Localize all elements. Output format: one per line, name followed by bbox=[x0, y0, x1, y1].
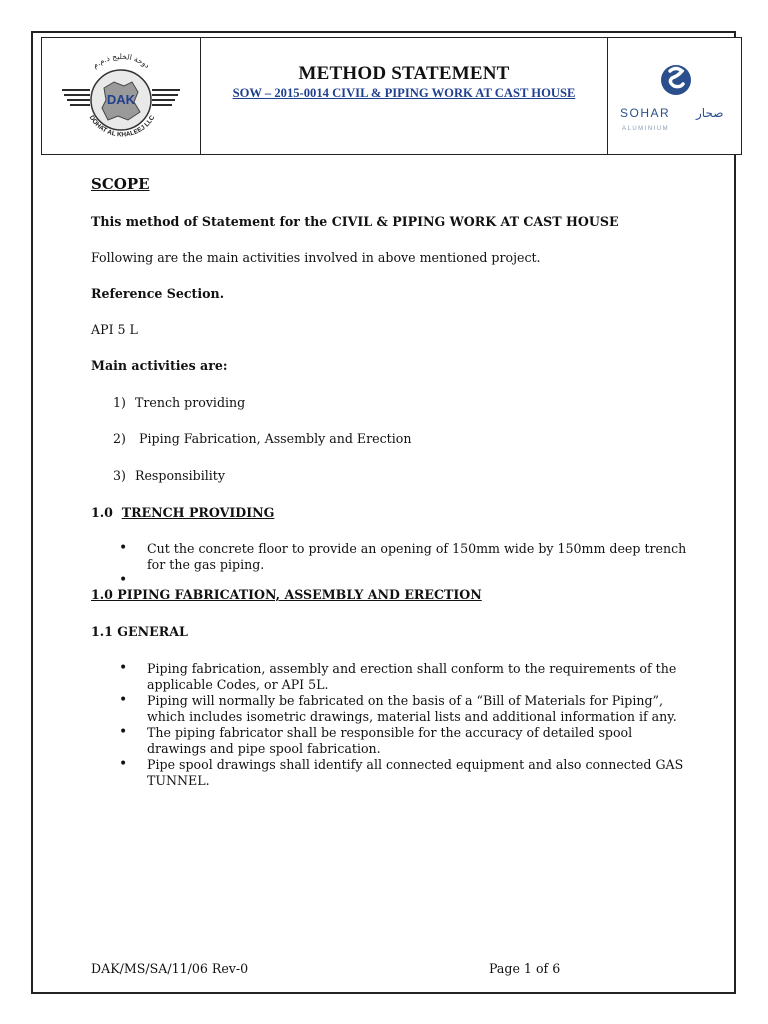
section-number: 1.0 bbox=[91, 505, 113, 520]
list-item-text: Piping fabrication, assembly and erection shall conform to the requirements of the applicable Codes, or API 5L. bbox=[147, 661, 677, 692]
dak-logo bbox=[42, 38, 200, 154]
reference-heading: Reference Section. bbox=[91, 286, 225, 301]
sohar-logo-name: SOHAR bbox=[620, 106, 671, 120]
list-item-text: The piping fabricator shall be responsible for the accuracy of detailed spool drawings and pipe spool fabrication. bbox=[147, 725, 633, 756]
trench-bullets bbox=[91, 541, 691, 587]
sohar-logo bbox=[608, 38, 741, 154]
section-trench-heading bbox=[91, 505, 691, 521]
statement-line: This method of Statement for the CIVIL & PIPING WORK AT CAST HOUSE bbox=[91, 214, 619, 229]
main-activities-heading: Main activities are: bbox=[91, 358, 228, 373]
list-item bbox=[91, 661, 691, 693]
sohar-logo-sub: ALUMINIUM bbox=[622, 126, 670, 132]
intro-line: Following are the main activities involved in above mentioned project. bbox=[91, 250, 541, 265]
reference-value: API 5 L bbox=[91, 322, 138, 337]
footer-page-number: Page 1 of 6 bbox=[489, 961, 561, 976]
list-item bbox=[91, 693, 691, 725]
section-piping-heading: 1.0 PIPING FABRICATION, ASSEMBLY AND ERECTION bbox=[91, 587, 482, 602]
list-item bbox=[91, 431, 691, 447]
list-item bbox=[91, 468, 691, 484]
svg-text:دوحة الخليج ذ.م.م bbox=[91, 52, 152, 70]
section-title: TRENCH PROVIDING bbox=[121, 505, 275, 520]
document-title: METHOD STATEMENT bbox=[298, 63, 510, 84]
bullet-icon: • bbox=[119, 756, 128, 772]
activities-list bbox=[91, 395, 691, 484]
list-item bbox=[91, 573, 691, 587]
general-bullets bbox=[91, 661, 691, 789]
bullet-icon: • bbox=[119, 540, 128, 556]
sohar-logo-arabic: صحار bbox=[696, 106, 724, 120]
list-item bbox=[91, 725, 691, 757]
list-item-text: Trench providing bbox=[135, 395, 246, 410]
scope-heading: SCOPE bbox=[91, 175, 150, 193]
bullet-icon: • bbox=[119, 692, 128, 708]
title-cell bbox=[200, 37, 608, 155]
list-item bbox=[91, 757, 691, 789]
dak-logo-mark: DAK bbox=[106, 92, 136, 107]
list-item bbox=[91, 541, 691, 573]
list-number: 1) bbox=[113, 395, 126, 410]
list-item-text: Pipe spool drawings shall identify all connected equipment and also connected GAS TUNNEL. bbox=[147, 757, 684, 788]
list-item-text: Cut the concrete floor to provide an opening of 150mm wide by 150mm deep trench for the gas piping. bbox=[147, 541, 687, 572]
list-item-text: Piping Fabrication, Assembly and Erection bbox=[135, 431, 412, 446]
document-body bbox=[91, 176, 691, 789]
document-subtitle: SOW – 2015-0014 CIVIL & PIPING WORK AT CAST HOUSE bbox=[232, 86, 576, 100]
dak-logo-english: DOHAT AL KHALEEJ LLC bbox=[87, 114, 157, 139]
list-number: 2) bbox=[113, 431, 126, 446]
document-header bbox=[41, 37, 741, 155]
subsection-general-heading: 1.1 GENERAL bbox=[91, 624, 188, 639]
bullet-icon: • bbox=[119, 660, 128, 676]
list-item-text: Piping will normally be fabricated on the basis of a “Bill of Materials for Piping”, which includes isometric drawings, material lists and additional information if any. bbox=[147, 693, 677, 724]
dak-logo-arabic: دوحة الخليج ذ.م.م bbox=[90, 51, 152, 71]
footer-doc-ref: DAK/MS/SA/11/06 Rev-0 bbox=[91, 961, 249, 976]
bullet-icon: • bbox=[119, 724, 128, 740]
list-number: 3) bbox=[113, 468, 126, 483]
list-item-text: Responsibility bbox=[135, 468, 225, 483]
left-logo-cell bbox=[41, 37, 201, 155]
list-item bbox=[91, 395, 691, 411]
right-logo-cell bbox=[607, 37, 742, 155]
bullet-icon: • bbox=[119, 572, 128, 588]
